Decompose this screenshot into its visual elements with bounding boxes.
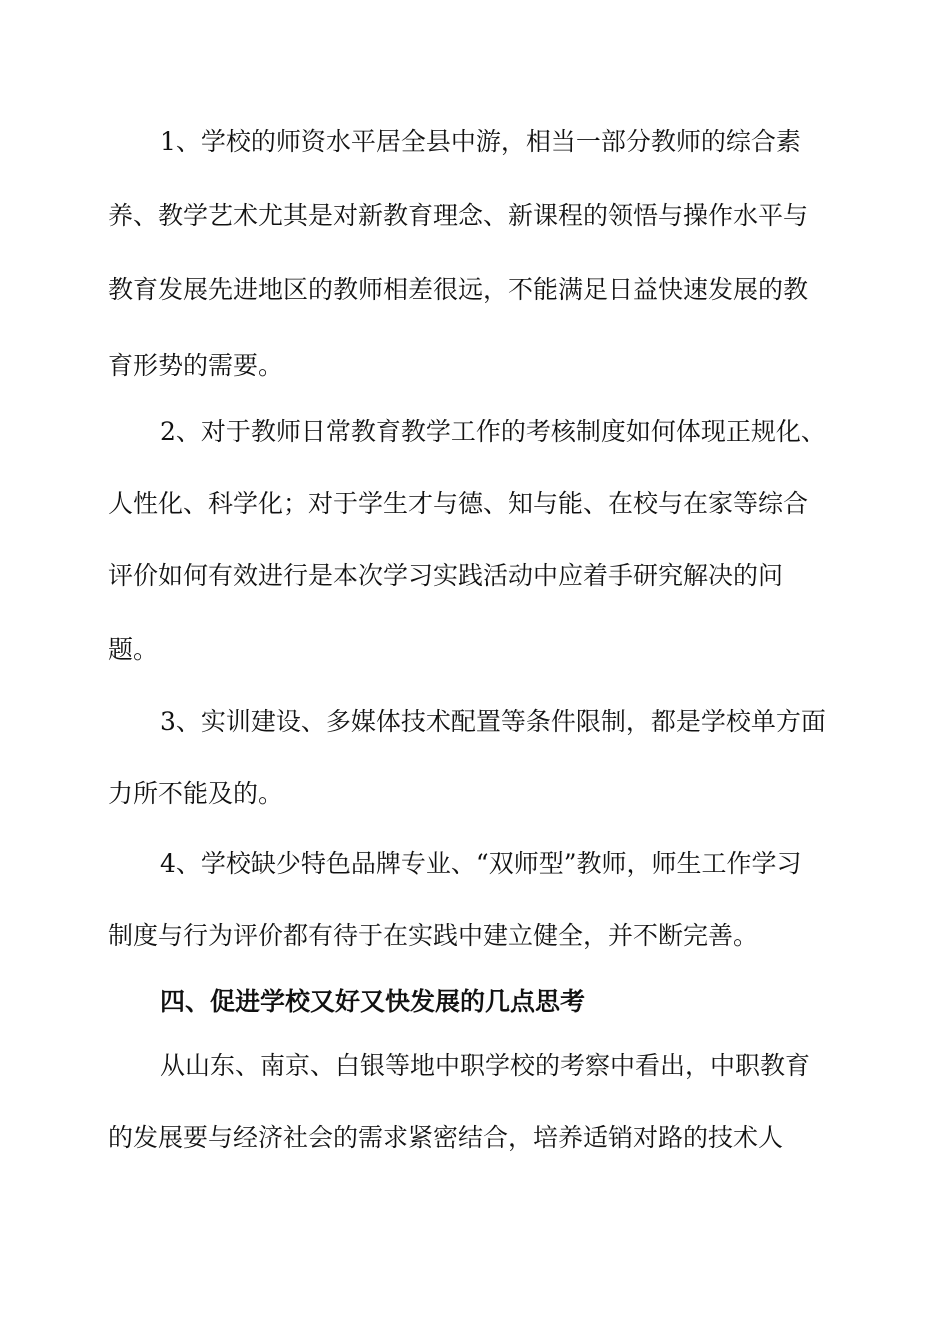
paragraph-3-line-2: 力所不能及的。 xyxy=(108,779,284,808)
paragraph-1-line-4: 育形势的需要。 xyxy=(108,351,284,380)
paragraph-1-line-2: 养、教学艺术尤其是对新教育理念、新课程的领悟与操作水平与 xyxy=(108,201,809,230)
paragraph-2-line-3: 评价如何有效进行是本次学习实践活动中应着手研究解决的问 xyxy=(108,561,784,590)
paragraph-1-line-3: 教育发展先进地区的教师相差很远，不能满足日益快速发展的教 xyxy=(108,275,809,304)
paragraph-2-line-1: 2、对于教师日常教育教学工作的考核制度如何体现正规化、 xyxy=(160,417,826,446)
paragraph-1-line-1: 1、学校的师资水平居全县中游，相当一部分教师的综合素 xyxy=(160,127,801,156)
paragraph-3-line-1: 3、实训建设、多媒体技术配置等条件限制，都是学校单方面 xyxy=(160,707,826,736)
section-heading: 四、促进学校又好又快发展的几点思考 xyxy=(160,987,586,1016)
final-paragraph-line-1: 从山东、南京、白银等地中职学校的考察中看出，中职教育 xyxy=(160,1051,811,1080)
paragraph-2-line-2: 人性化、科学化；对于学生才与德、知与能、在校与在家等综合 xyxy=(108,489,809,518)
paragraph-4-line-1: 4、学校缺少特色品牌专业、“双师型”教师，师生工作学习 xyxy=(160,849,802,878)
paragraph-4-line-2: 制度与行为评价都有待于在实践中建立健全，并不断完善。 xyxy=(108,921,759,950)
final-paragraph-line-2: 的发展要与经济社会的需求紧密结合，培养适销对路的技术人 xyxy=(108,1123,784,1152)
paragraph-2-line-4: 题。 xyxy=(108,635,159,664)
